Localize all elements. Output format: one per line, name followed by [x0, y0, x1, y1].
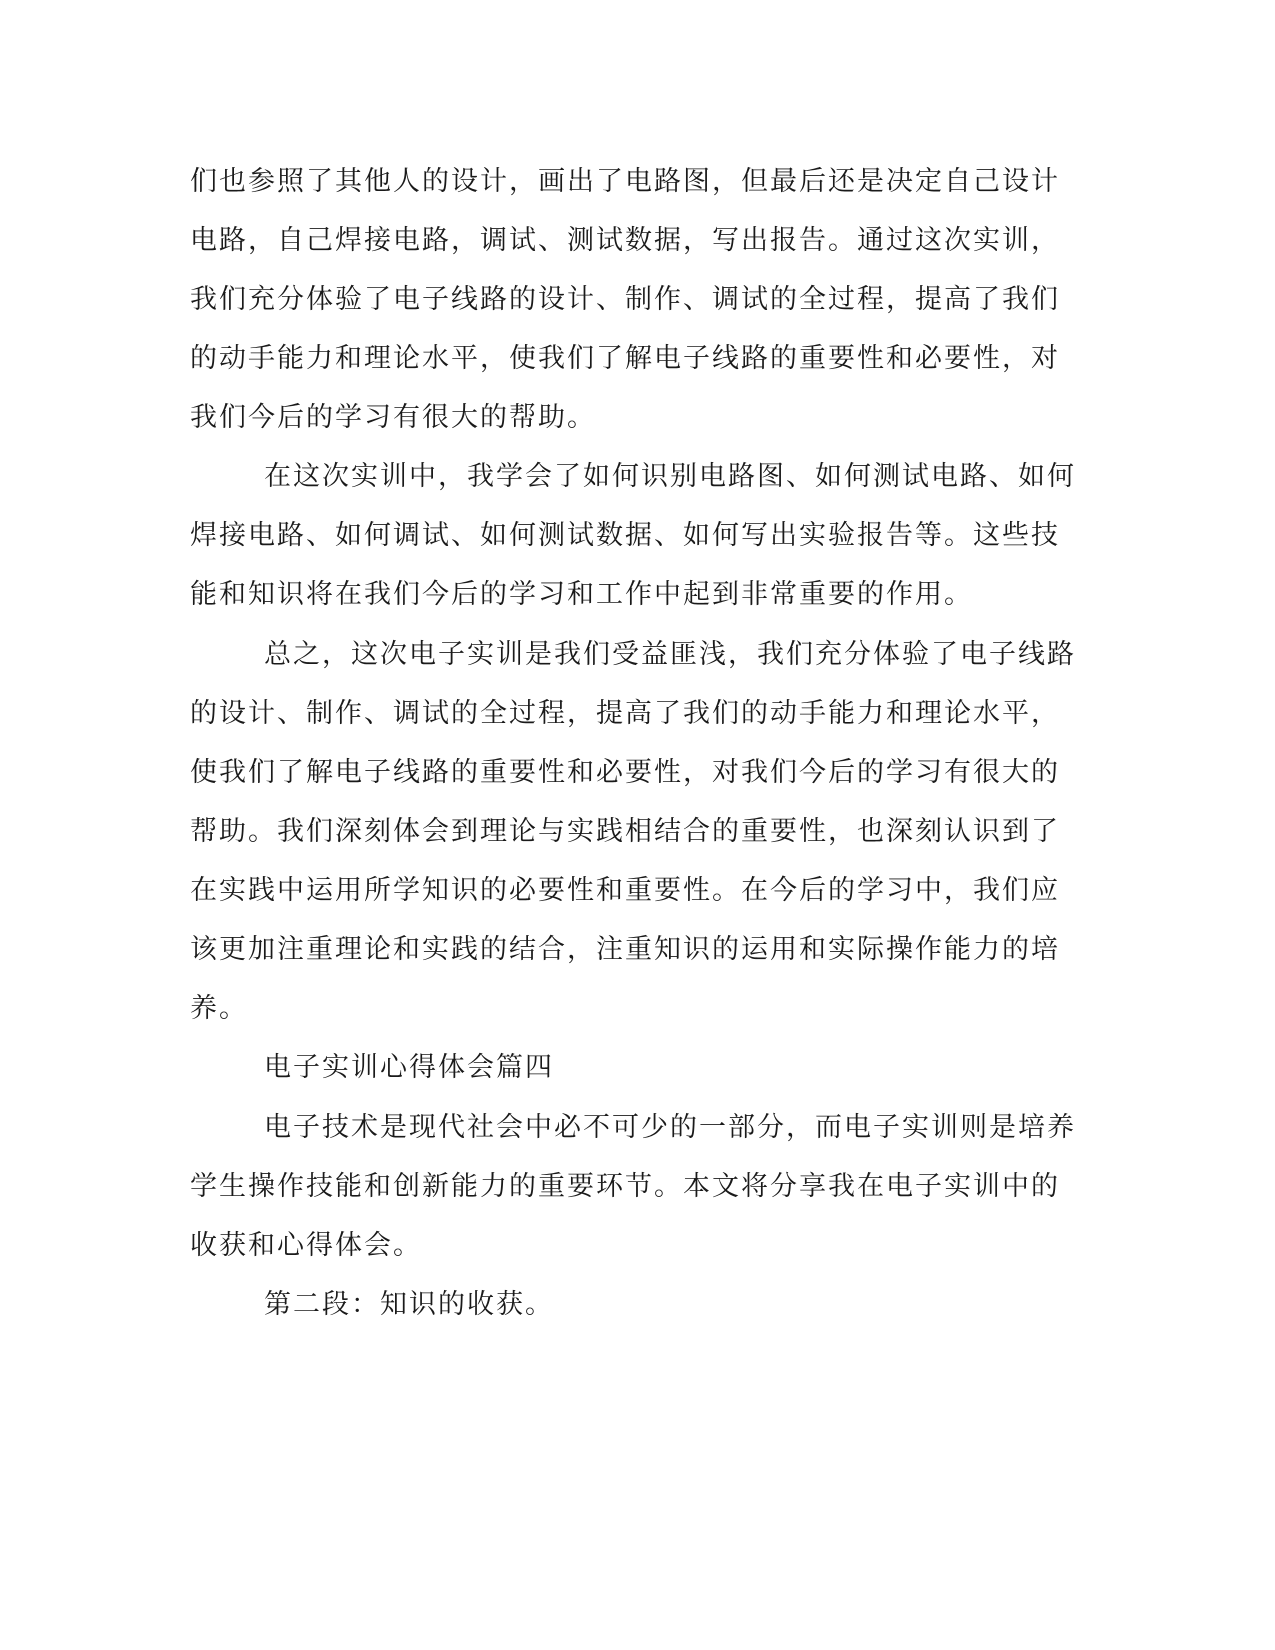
paragraph-line: 养。	[190, 993, 248, 1024]
paragraph-line: 能和知识将在我们今后的学习和工作中起到非常重要的作用。	[190, 579, 973, 610]
paragraph-line: 我们今后的学习有很大的帮助。	[190, 402, 596, 433]
paragraph-line: 在实践中运用所学知识的必要性和重要性。在今后的学习中，我们应	[190, 875, 1060, 906]
paragraph-line: 焊接电路、如何调试、如何测试数据、如何写出实验报告等。这些技	[190, 520, 1060, 551]
paragraph-line: 们也参照了其他人的设计，画出了电路图，但最后还是决定自己设计	[190, 166, 1060, 197]
paragraph-line: 第二段：知识的收获。	[264, 1289, 554, 1320]
paragraph-line: 使我们了解电子线路的重要性和必要性，对我们今后的学习有很大的	[190, 757, 1060, 788]
paragraph-line: 学生操作技能和创新能力的重要环节。本文将分享我在电子实训中的	[190, 1171, 1060, 1202]
paragraph-line: 总之，这次电子实训是我们受益匪浅，我们充分体验了电子线路	[264, 639, 1076, 670]
paragraph-line: 该更加注重理论和实践的结合，注重知识的运用和实际操作能力的培	[190, 934, 1060, 965]
paragraph-line: 的设计、制作、调试的全过程，提高了我们的动手能力和理论水平，	[190, 698, 1060, 729]
paragraph-line: 我们充分体验了电子线路的设计、制作、调试的全过程，提高了我们	[190, 284, 1060, 315]
paragraph-line: 电路，自己焊接电路，调试、测试数据，写出报告。通过这次实训，	[190, 225, 1060, 256]
paragraph-line: 在这次实训中，我学会了如何识别电路图、如何测试电路、如何	[264, 461, 1076, 492]
section-heading: 电子实训心得体会篇四	[264, 1052, 554, 1083]
paragraph-line: 帮助。我们深刻体会到理论与实践相结合的重要性，也深刻认识到了	[190, 816, 1060, 847]
paragraph-line: 的动手能力和理论水平，使我们了解电子线路的重要性和必要性，对	[190, 343, 1060, 374]
paragraph-line: 电子技术是现代社会中必不可少的一部分，而电子实训则是培养	[264, 1112, 1076, 1143]
paragraph-line: 收获和心得体会。	[190, 1230, 422, 1261]
